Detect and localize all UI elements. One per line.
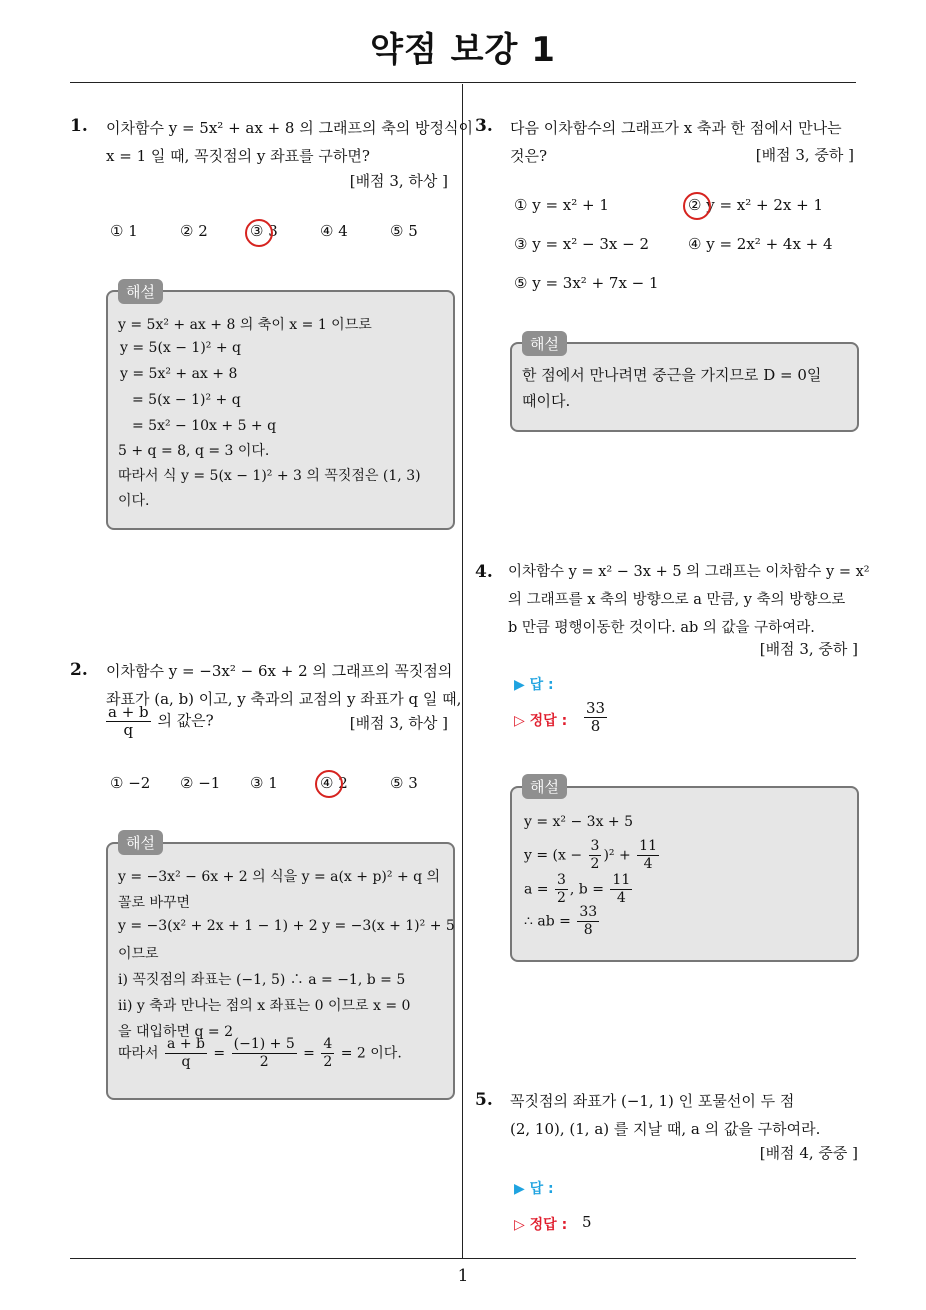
question-text xyxy=(510,1087,820,1143)
points-label: [배점 3, 하상 ] xyxy=(349,714,448,732)
question-fraction-line xyxy=(104,704,214,739)
explanation-line: 이므로 xyxy=(118,946,159,962)
question-number: 5. xyxy=(475,1090,493,1110)
question-number: 4. xyxy=(475,562,493,582)
choice-2[interactable]: ② 2 xyxy=(180,222,208,240)
question-line: b 만큼 평행이동한 것이다. ab 의 값을 구하여라. xyxy=(508,620,815,636)
explanation-line: ii) y 축과 만나는 점의 x 좌표는 0 이므로 x = 0 xyxy=(118,998,411,1014)
choice-5[interactable]: ⑤ y = 3x² + 7x − 1 xyxy=(514,274,659,292)
choice-2[interactable]: ② y = x² + 2x + 1 xyxy=(688,196,824,214)
explanation-line: 이다. xyxy=(118,493,150,509)
explanation-line: a = $\frac{3}{2}$ , b = $\frac{11}{4}$ xyxy=(524,872,631,906)
explanation-line: 한 점에서 만나려면 중근을 가지므로 D = 0일 xyxy=(522,366,822,384)
explanation-line: i) 꼭짓점의 좌표는 (−1, 5) ∴ a = −1, b = 5 xyxy=(118,972,406,988)
explanation-tag: 해설 xyxy=(118,279,163,304)
question-line: 것은? xyxy=(510,147,548,165)
question-text xyxy=(508,558,870,642)
question-line: 의 값은? xyxy=(157,711,214,730)
question-line: 좌표가 (a, b) 이고, y 축과의 교점의 y 좌표가 q 일 때, xyxy=(106,690,462,708)
explanation-line: 을 대입하면 q = 2 xyxy=(118,1024,234,1040)
question-line: 의 그래프를 x 축의 방향으로 a 만큼, y 축의 방향으로 xyxy=(508,592,846,608)
explanation-line: y = (x − $\frac{3}{2}$ )² + $\frac{11}{4}$ xyxy=(524,838,657,872)
question-line: 이차함수 y = 5x² + ax + 8 의 그래프의 축의 방정식이 xyxy=(106,119,473,137)
choice-4[interactable]: ④ y = 2x² + 4x + 4 xyxy=(688,235,833,253)
correct-answer-value: 5 xyxy=(582,1213,592,1231)
explanation-line: ∴ ab = $\frac{33}{8}$ xyxy=(524,904,598,938)
question-number: 3. xyxy=(475,116,493,136)
selected-answer-mark xyxy=(245,219,273,247)
explanation-line: 꼴로 바꾸면 xyxy=(118,895,191,911)
choice-1[interactable]: ① y = x² + 1 xyxy=(514,196,609,214)
question-line: (2, 10), (1, a) 를 지날 때, a 의 값을 구하여라. xyxy=(510,1120,821,1138)
question-line: 꼭짓점의 좌표가 (−1, 1) 인 포물선이 두 점 xyxy=(510,1092,795,1110)
explanation-tag: 해설 xyxy=(118,830,163,855)
question-number: 2. xyxy=(70,660,88,680)
explanation-final-line: 따라서 $\frac{a + b}{q}$ = $\frac{(-1) + 5}{2}$ = $\frac{4}{2}$ = 2 이다. xyxy=(118,1036,402,1070)
explanation-line: = 5x² − 10x + 5 + q xyxy=(132,418,277,434)
explanation-line: = 5(x − 1)² + q xyxy=(132,392,241,408)
explanation-line: y = 5x² + ax + 8 의 축이 x = 1 이므로 xyxy=(118,317,372,333)
choice-3[interactable]: ③ 1 xyxy=(250,774,278,792)
explanation-line: 5 + q = 8, q = 3 이다. xyxy=(118,443,270,459)
selected-answer-mark xyxy=(315,770,343,798)
choice-3[interactable]: ③ y = x² − 3x − 2 xyxy=(514,235,650,253)
choice-4[interactable]: ④ 2 xyxy=(320,774,348,792)
explanation-line: y = 5(x − 1)² + q xyxy=(120,340,242,356)
explanation-line: y = −3(x² + 2x + 1 − 1) + 2 y = −3(x + 1)² + 5 xyxy=(118,918,455,934)
points-label: [배점 4, 중중 ] xyxy=(759,1144,858,1162)
question-number: 1. xyxy=(70,116,88,136)
answer-label: ▶ 답 : xyxy=(514,1181,554,1197)
choice-1[interactable]: ① −2 xyxy=(110,774,151,792)
explanation-line: y = −3x² − 6x + 2 의 식을 y = a(x + p)² + q 의 xyxy=(118,869,441,885)
choice-3[interactable]: ③ 3 xyxy=(250,222,278,240)
points-label: [배점 3, 하상 ] xyxy=(349,172,448,190)
correct-answer-label: ▷ 정답 : xyxy=(514,713,568,729)
correct-answer-label: ▷ 정답 : xyxy=(514,1217,568,1233)
choice-1[interactable]: ① 1 xyxy=(110,222,138,240)
explanation-line: 따라서 식 y = 5(x − 1)² + 3 의 꼭짓점은 (1, 3) xyxy=(118,468,421,484)
fraction: $\frac{a + b}{q}$ xyxy=(108,703,149,739)
explanation-line: y = 5x² + ax + 8 xyxy=(120,366,238,382)
page-number: 1 xyxy=(457,1266,469,1286)
explanation-tag: 해설 xyxy=(522,774,567,799)
top-rule xyxy=(70,82,856,83)
question-line: 다음 이차함수의 그래프가 x 축과 한 점에서 만나는 xyxy=(510,119,842,137)
choice-5[interactable]: ⑤ 5 xyxy=(390,222,418,240)
choice-2[interactable]: ② −1 xyxy=(180,774,221,792)
page-title: 약점 보강 1 xyxy=(370,30,556,70)
column-divider xyxy=(462,84,463,1258)
question-line: 이차함수 y = x² − 3x + 5 의 그래프는 이차함수 y = x² xyxy=(508,564,870,580)
answer-label: ▶ 답 : xyxy=(514,677,554,693)
points-label: [배점 3, 중하 ] xyxy=(759,640,858,658)
selected-answer-mark xyxy=(683,192,711,220)
choice-4[interactable]: ④ 4 xyxy=(320,222,348,240)
explanation-line: y = x² − 3x + 5 xyxy=(524,814,634,830)
question-text xyxy=(106,114,473,170)
explanation-tag: 해설 xyxy=(522,331,567,356)
choice-5[interactable]: ⑤ 3 xyxy=(390,774,418,792)
question-line: 이차함수 y = −3x² − 6x + 2 의 그래프의 꼭짓점의 xyxy=(106,662,453,680)
correct-answer-value: $\frac{33}{8}$ xyxy=(586,699,606,735)
points-label: [배점 3, 중하 ] xyxy=(755,146,854,164)
question-line: x = 1 일 때, 꼭짓점의 y 좌표를 구하면? xyxy=(106,147,370,165)
explanation-line: 때이다. xyxy=(522,392,571,410)
bottom-rule xyxy=(70,1258,856,1259)
